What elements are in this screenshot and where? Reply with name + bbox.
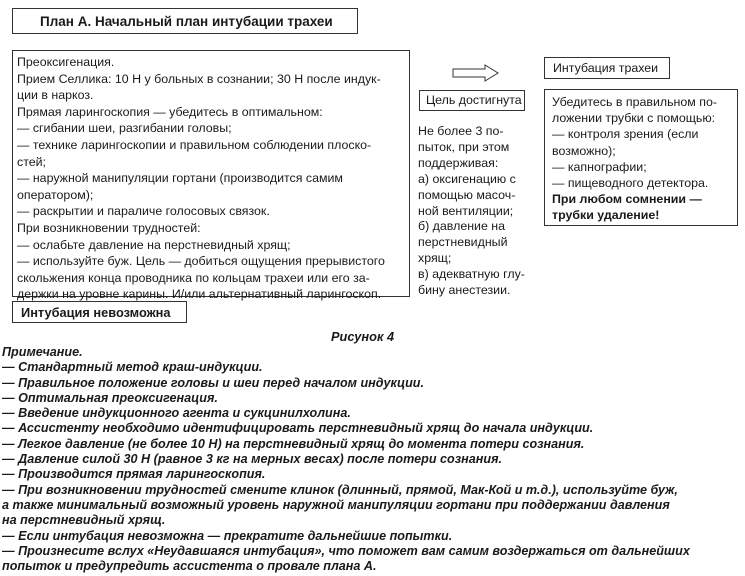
step-line: Прием Селлика: 10 Н у больных в сознании; 30 Н после индук- (17, 71, 381, 86)
intubation-failed-box (12, 301, 187, 323)
right-arrow-icon (452, 64, 500, 82)
plan-title-box (12, 8, 358, 34)
step-line: — сгибании шеи, разгибании головы; (17, 121, 232, 136)
check-line: — капнографии; (552, 159, 647, 174)
check-line: возможно); (552, 143, 616, 158)
attempts-line: помощью масоч- (418, 187, 516, 202)
note-line: попыток и предупредить ассистента о провале плана А. (2, 559, 377, 574)
note-line: — Производится прямая ларингоскопия. (2, 467, 266, 482)
check-line: — пищеводного детектора. (552, 176, 709, 191)
step-line: Преоксигенация. (17, 55, 115, 69)
goal-reached-box (419, 90, 525, 111)
check-line: ложении трубки с помощью: (552, 111, 716, 126)
step-line: — наружной манипуляции гортани (производится самим (17, 171, 343, 186)
step-line: — раскрытии и параличе голосовых связок. (17, 204, 270, 219)
note-line: — Произнесите вслух «Неудавшаяся интубация», что поможет вам самим воздержаться от дальнейших (2, 543, 690, 558)
attempts-line: Не более 3 по- (418, 124, 504, 138)
note-line: — Давление силой 30 Н (равное 3 кг на мерных весах) после потери сознания. (2, 452, 502, 467)
note-line: — Введение индукционного агента и сукцинилхолина. (2, 406, 351, 421)
note-line: — При возникновении трудностей смените клинок (длинный, прямой, Мак-Кой и т.д.), используйте буж, (2, 482, 678, 497)
attempts-line: поддерживая: (418, 155, 499, 170)
note-line: а также минимальный возможный уровень наружной манипуляции гортани при поддержании давления (2, 497, 670, 512)
step-line: скольжения конца проводника по кольцам трахеи или его за- (17, 270, 370, 285)
tracheal-intubation-box (544, 57, 670, 79)
step-line: — используйте буж. Цель — добиться ощущения прерывистого (17, 254, 385, 269)
note-line: — Оптимальная преоксигенация. (2, 390, 218, 405)
attempts-line: а) оксигенацию с (418, 171, 516, 186)
note-line: — Если интубация невозможна — прекратите дальнейшие попытки. (2, 528, 453, 543)
attempts-line: перстневидный (418, 235, 508, 250)
plan-a-steps-box (12, 50, 410, 302)
step-line: стей; (17, 154, 46, 169)
step-line: — ослабьте давление на перстневидный хрящ; (17, 237, 291, 252)
check-line: Убедитесь в правильном по- (552, 95, 717, 109)
intubation-failed-label: Интубация невозможна (21, 305, 171, 320)
attempts-line: в) адекватную глу- (418, 267, 525, 282)
step-line: — технике ларингоскопии и правильном соблюдении плоско- (17, 137, 372, 152)
note-line: Примечание. (2, 345, 83, 359)
goal-reached-label: Цель достигнута (426, 93, 522, 107)
note-line: — Ассистенту необходимо идентифицировать перстневидный хрящ до начала индукции. (2, 421, 594, 436)
tracheal-intubation-label: Интубация трахеи (553, 61, 659, 75)
attempts-line: бину анестезии. (418, 283, 511, 298)
step-line: оператором); (17, 187, 94, 202)
step-line: Прямая ларингоскопия — убедитесь в оптимальном: (17, 104, 323, 119)
plan-title: План А. Начальный план интубации трахеи (40, 14, 333, 29)
attempts-line: хрящ; (418, 251, 452, 266)
notes-section (2, 345, 743, 574)
note-line: — Стандартный метод краш-индукции. (2, 360, 263, 375)
note-line: — Легкое давление (не более 10 Н) на перстневидный хрящ до момента потери сознания. (2, 436, 585, 451)
note-line: — Правильное положение головы и шеи перед началом индукции. (2, 375, 424, 390)
attempts-line: пыток, при этом (418, 139, 510, 154)
figure-caption: Рисунок 4 (331, 329, 395, 344)
step-line: ции в наркоз. (17, 88, 94, 103)
check-warning-line: При любом сомнении — (552, 192, 702, 207)
check-warning-line: трубки удаление! (552, 208, 660, 223)
check-line: — контроля зрения (если (552, 127, 699, 142)
step-line: При возникновении трудностей: (17, 220, 201, 235)
attempts-line: б) давление на (418, 219, 506, 234)
note-line: на перстневидный хрящ. (2, 513, 166, 528)
tube-check-box (544, 89, 738, 226)
attempts-note (418, 124, 525, 299)
attempts-line: ной вентиляции; (418, 203, 514, 218)
step-line: держки на уровне карины. И/или альтернативный ларингоскоп. (17, 287, 382, 302)
